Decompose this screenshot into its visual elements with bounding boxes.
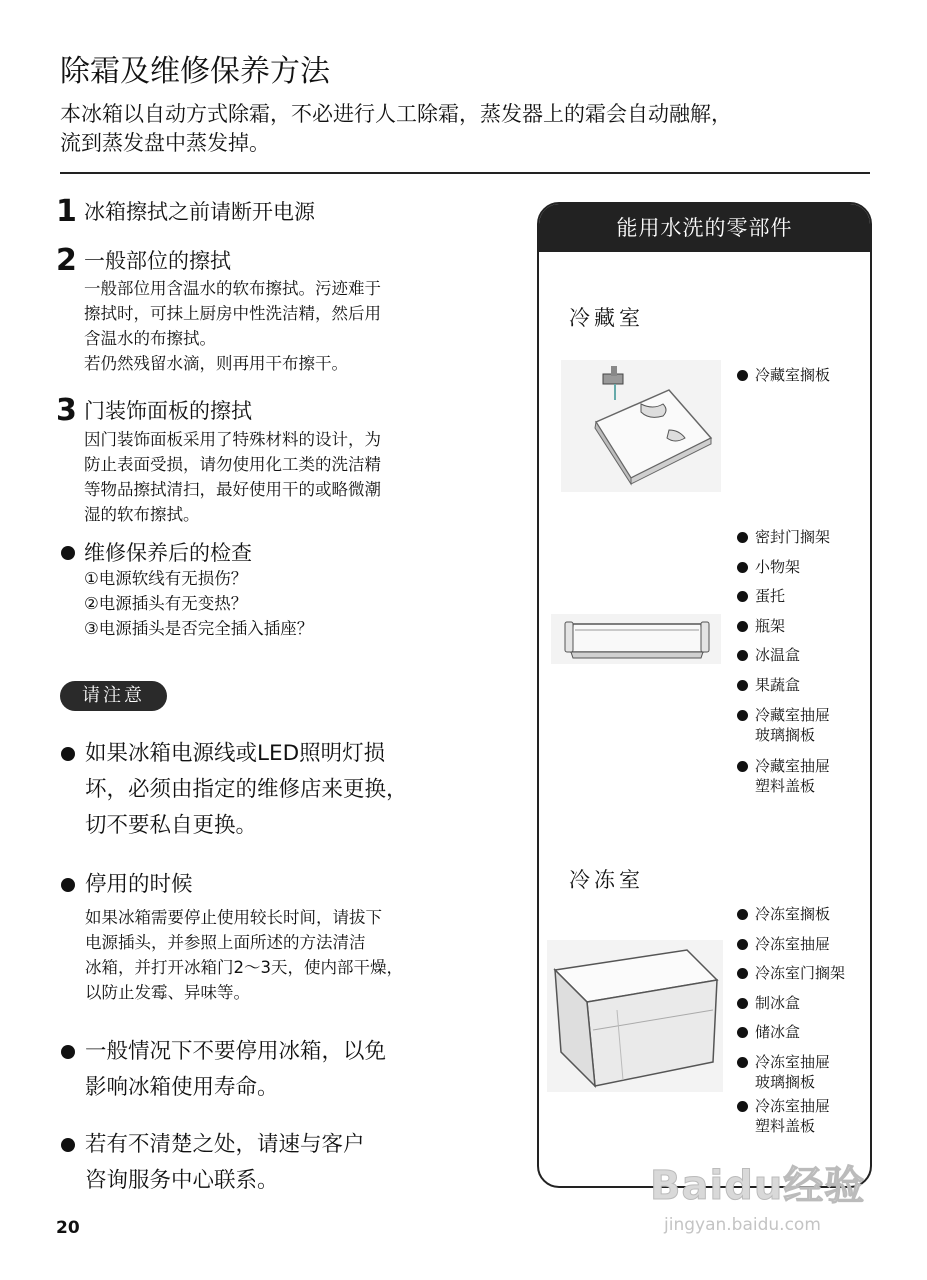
fridge-shelf-image [561,360,721,492]
step-1-title: 冰箱擦拭之前请断开电源 [84,200,315,224]
body-line: 若仍然残留水滴，则再用干布擦干。 [84,354,348,373]
step-1-number: 1 [56,194,77,229]
freezer-drawer-image [547,940,723,1092]
step-2-title: 一般部位的擦拭 [84,249,231,273]
part-item [755,1052,830,1092]
bullet-icon [737,939,748,950]
body-line: 因门装饰面板采用了特殊材料的设计，为 [84,430,381,449]
notice-item-2-body [85,905,403,1005]
part-line: 玻璃搁板 [755,1073,816,1091]
notice-badge: 请注意 [60,681,167,711]
step-3-body [84,427,454,527]
bullet-icon [737,1101,748,1112]
body-line: 等物品擦拭清扫，最好使用干的或略微潮 [84,480,381,499]
fridge-section-title: 冷藏室 [569,306,644,330]
step-2-body [84,276,454,376]
notice-line: 如果冰箱电源线或LED照明灯损 [85,741,386,766]
check-title: 维修保养后的检查 [84,541,252,565]
bullet-icon [737,680,748,691]
check-item: ③电源插头是否完全插入插座？ [84,619,314,638]
bullet-icon [737,761,748,772]
bullet-icon [61,747,75,761]
bullet-icon [737,532,748,543]
part-item [755,1096,830,1136]
part-line: 冷冻室抽屉 [755,1053,831,1071]
notice-line: 冰箱，并打开冰箱门2～3天，使内部干燥， [85,958,403,977]
part-item: 冰温盒 [755,646,801,664]
notice-line: 切不要私自更换。 [85,813,258,838]
body-line: 防止表面受损，请勿使用化工类的洗洁精 [84,455,381,474]
body-line: 擦拭时，可抹上厨房中性洗洁精，然后用 [84,304,381,323]
bullet-icon [61,1138,75,1152]
part-item: 果蔬盒 [755,676,801,694]
notice-line: 一般情况下不要停用冰箱，以免 [85,1039,387,1064]
part-item: 冷冻室搁板 [755,905,831,923]
freezer-section-title: 冷冻室 [569,868,644,892]
part-line: 塑料盖板 [755,777,816,795]
part-item: 冷冻室抽屉 [755,935,831,953]
baidu-watermark-logo: Baidu经验 [650,1163,866,1209]
part-item: 密封门搁架 [755,528,831,546]
part-item: 瓶架 [755,617,786,635]
part-item: 冷藏室搁板 [755,366,831,384]
bullet-icon [737,909,748,920]
notice-line: 如果冰箱需要停止使用较长时间，请拔下 [85,908,382,927]
part-item: 小物架 [755,558,801,576]
notice-line: 影响冰箱使用寿命。 [85,1075,279,1100]
notice-line: 电源插头，并参照上面所述的方法清洁 [85,933,366,952]
bullet-icon [61,878,75,892]
notice-line: 以防止发霉、异味等。 [85,983,250,1002]
bullet-icon [737,370,748,381]
title-divider [60,172,870,174]
notice-line: 咨询服务中心联系。 [85,1168,279,1193]
notice-line: 若有不清楚之处，请速与客户 [85,1132,365,1157]
bullet-icon [737,1027,748,1038]
step-2-number: 2 [56,243,77,278]
part-line: 冷冻室抽屉 [755,1097,831,1115]
step-3-title: 门装饰面板的擦拭 [84,399,252,423]
part-item [755,705,830,745]
part-line: 冷藏室抽屉 [755,757,831,775]
body-line: 含温水的布擦拭。 [84,329,216,348]
check-item: ②电源插头有无变热？ [84,594,248,613]
intro-text [60,100,860,158]
bullet-icon [737,998,748,1009]
notice-item-2-title: 停用的时候 [85,872,193,897]
part-line: 塑料盖板 [755,1117,816,1135]
washable-parts-panel [537,202,872,1188]
door-bin-image [551,614,721,664]
bullet-icon [737,1057,748,1068]
part-item [755,756,830,796]
bullet-icon [737,591,748,602]
bullet-icon [61,546,75,560]
part-item: 冷冻室门搁架 [755,964,846,982]
panel-title: 能用水洗的零部件 [539,204,870,252]
step-3-number: 3 [56,393,77,428]
bullet-icon [737,562,748,573]
check-list [84,566,454,641]
bullet-icon [737,968,748,979]
page-title: 除霜及维修保养方法 [60,54,330,89]
part-item: 储冰盒 [755,1023,801,1041]
part-item: 蛋托 [755,587,786,605]
baidu-watermark-url: jingyan.baidu.com [664,1215,821,1235]
body-line: 一般部位用含温水的软布擦拭。污迹难于 [84,279,381,298]
bullet-icon [61,1045,75,1059]
part-line: 冷藏室抽屉 [755,706,831,724]
part-line: 玻璃搁板 [755,726,816,744]
notice-item-4 [85,1127,365,1199]
bullet-icon [737,621,748,632]
bullet-icon [737,710,748,721]
notice-line: 坏，必须由指定的维修店来更换， [85,777,408,802]
notice-item-3 [85,1034,386,1106]
part-item: 制冰盒 [755,994,801,1012]
intro-line: 本冰箱以自动方式除霜，不必进行人工除霜，蒸发器上的霜会自动融解， [60,102,732,126]
check-item: ①电源软线有无损伤？ [84,569,248,588]
intro-line: 流到蒸发盘中蒸发掉。 [60,131,270,155]
notice-item-1 [85,736,408,844]
bullet-icon [737,650,748,661]
body-line: 湿的软布擦拭。 [84,505,200,524]
page-number: 20 [56,1218,80,1238]
